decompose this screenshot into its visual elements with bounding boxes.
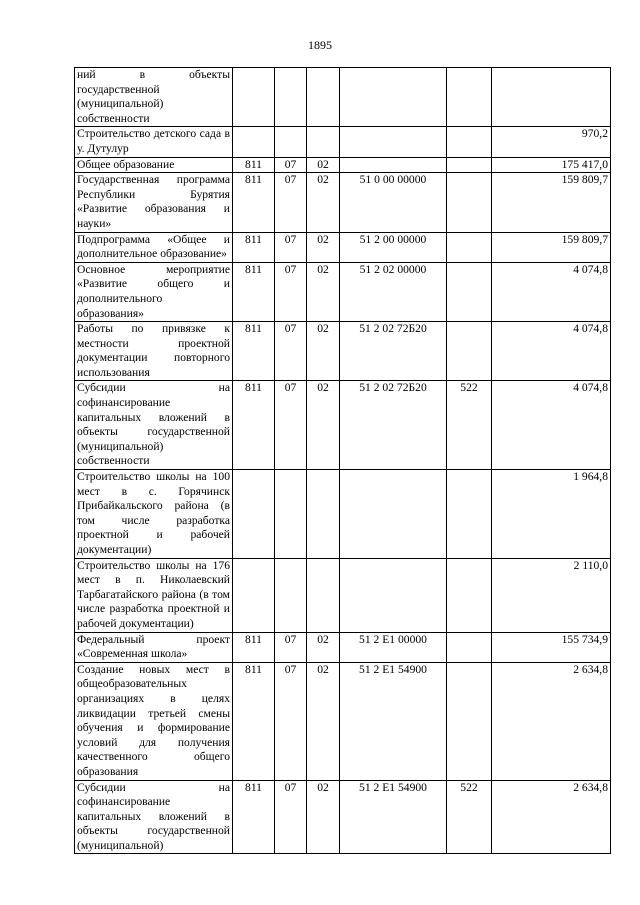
row-ministry-code-cell: 811 [233, 662, 275, 780]
table-row [75, 322, 611, 381]
row-amount-cell [492, 68, 611, 127]
row-ministry-code-cell: 811 [233, 173, 275, 232]
row-section-cell: 07 [275, 381, 307, 470]
row-name-cell: Создание новых мест в общеобразовательных организациях в целях ликвидации третьей смены обучения и формирование условий для получения качественного общего образования [75, 662, 233, 780]
table-row [75, 558, 611, 632]
row-expense-type-cell [447, 68, 492, 127]
row-subsection-cell: 02 [307, 262, 340, 321]
row-amount-cell: 175 417,0 [492, 157, 611, 173]
row-target-item-cell: 51 2 E1 54900 [340, 662, 447, 780]
row-target-item-cell: 51 2 E1 00000 [340, 632, 447, 662]
row-ministry-code-cell: 811 [233, 322, 275, 381]
row-ministry-code-cell: 811 [233, 381, 275, 470]
budget-table [74, 67, 611, 854]
row-ministry-code-cell: 811 [233, 780, 275, 854]
row-subsection-cell: 02 [307, 780, 340, 854]
row-expense-type-cell [447, 157, 492, 173]
budget-table-body [75, 68, 611, 854]
row-section-cell: 07 [275, 780, 307, 854]
row-target-item-cell [340, 68, 447, 127]
row-target-item-cell [340, 157, 447, 173]
row-subsection-cell: 02 [307, 232, 340, 262]
row-name-cell: Общее образование [75, 157, 233, 173]
row-name-cell: Государственная программа Республики Бурятия «Развитие образования и науки» [75, 173, 233, 232]
row-ministry-code-cell [233, 127, 275, 157]
row-amount-cell: 2 634,8 [492, 662, 611, 780]
table-row [75, 262, 611, 321]
row-amount-cell: 1 964,8 [492, 470, 611, 559]
table-row [75, 470, 611, 559]
table-row [75, 173, 611, 232]
row-amount-cell: 2 634,8 [492, 780, 611, 854]
row-amount-cell: 4 074,8 [492, 322, 611, 381]
row-target-item-cell: 51 2 02 72Б20 [340, 381, 447, 470]
row-ministry-code-cell [233, 470, 275, 559]
row-amount-cell: 2 110,0 [492, 558, 611, 632]
table-row [75, 232, 611, 262]
row-ministry-code-cell [233, 558, 275, 632]
row-ministry-code-cell [233, 68, 275, 127]
row-expense-type-cell [447, 173, 492, 232]
row-name-cell: Строительство школы на 100 мест в с. Горячинск Прибайкальского района (в том числе разработка проектной и рабочей документации) [75, 470, 233, 559]
row-subsection-cell: 02 [307, 662, 340, 780]
row-expense-type-cell [447, 127, 492, 157]
table-row [75, 127, 611, 157]
row-section-cell [275, 127, 307, 157]
row-name-cell: ний в объекты государственной (муниципальной) собственности [75, 68, 233, 127]
row-name-cell: Подпрограмма «Общее и дополнительное образование» [75, 232, 233, 262]
row-expense-type-cell [447, 662, 492, 780]
row-subsection-cell: 02 [307, 173, 340, 232]
row-amount-cell: 4 074,8 [492, 262, 611, 321]
row-section-cell: 07 [275, 232, 307, 262]
row-subsection-cell: 02 [307, 157, 340, 173]
row-section-cell: 07 [275, 262, 307, 321]
row-section-cell: 07 [275, 157, 307, 173]
row-section-cell: 07 [275, 322, 307, 381]
table-row [75, 780, 611, 854]
row-ministry-code-cell: 811 [233, 262, 275, 321]
row-section-cell [275, 68, 307, 127]
row-expense-type-cell: 522 [447, 381, 492, 470]
row-subsection-cell: 02 [307, 381, 340, 470]
table-row [75, 632, 611, 662]
row-target-item-cell: 51 2 E1 54900 [340, 780, 447, 854]
row-target-item-cell: 51 2 02 00000 [340, 262, 447, 321]
table-row [75, 68, 611, 127]
row-target-item-cell [340, 558, 447, 632]
row-subsection-cell [307, 68, 340, 127]
row-name-cell: Федеральный проект «Современная школа» [75, 632, 233, 662]
row-subsection-cell [307, 127, 340, 157]
row-amount-cell: 159 809,7 [492, 173, 611, 232]
row-ministry-code-cell: 811 [233, 632, 275, 662]
row-section-cell [275, 470, 307, 559]
table-row [75, 381, 611, 470]
table-row [75, 662, 611, 780]
row-target-item-cell: 51 2 02 72Б20 [340, 322, 447, 381]
row-amount-cell: 4 074,8 [492, 381, 611, 470]
row-target-item-cell: 51 0 00 00000 [340, 173, 447, 232]
row-target-item-cell [340, 470, 447, 559]
page-number: 1895 [308, 38, 332, 52]
row-expense-type-cell [447, 232, 492, 262]
row-expense-type-cell [447, 558, 492, 632]
row-name-cell: Строительство школы на 176 мест в п. Николаевский Тарбагатайского района (в том числе разработка проектной и рабочей документации) [75, 558, 233, 632]
row-subsection-cell [307, 470, 340, 559]
row-subsection-cell [307, 558, 340, 632]
row-name-cell: Субсидии на софинансирование капитальных вложений в объекты государственной (муниципальной) [75, 780, 233, 854]
row-subsection-cell: 02 [307, 322, 340, 381]
row-amount-cell: 159 809,7 [492, 232, 611, 262]
row-name-cell: Основное мероприятие «Развитие общего и дополнительного образования» [75, 262, 233, 321]
row-name-cell: Субсидии на софинансирование капитальных вложений в объекты государственной (муниципальной) собственности [75, 381, 233, 470]
row-expense-type-cell [447, 322, 492, 381]
row-target-item-cell: 51 2 00 00000 [340, 232, 447, 262]
row-section-cell: 07 [275, 632, 307, 662]
row-section-cell [275, 558, 307, 632]
row-amount-cell: 970,2 [492, 127, 611, 157]
row-section-cell: 07 [275, 173, 307, 232]
row-expense-type-cell: 522 [447, 780, 492, 854]
row-ministry-code-cell: 811 [233, 157, 275, 173]
row-name-cell: Работы по привязке к местности проектной документации повторного использования [75, 322, 233, 381]
row-amount-cell: 155 734,9 [492, 632, 611, 662]
row-expense-type-cell [447, 262, 492, 321]
row-name-cell: Строительство детского сада в у. Дутулур [75, 127, 233, 157]
table-row [75, 157, 611, 173]
row-expense-type-cell [447, 632, 492, 662]
row-section-cell: 07 [275, 662, 307, 780]
row-target-item-cell [340, 127, 447, 157]
row-expense-type-cell [447, 470, 492, 559]
row-ministry-code-cell: 811 [233, 232, 275, 262]
row-subsection-cell: 02 [307, 632, 340, 662]
